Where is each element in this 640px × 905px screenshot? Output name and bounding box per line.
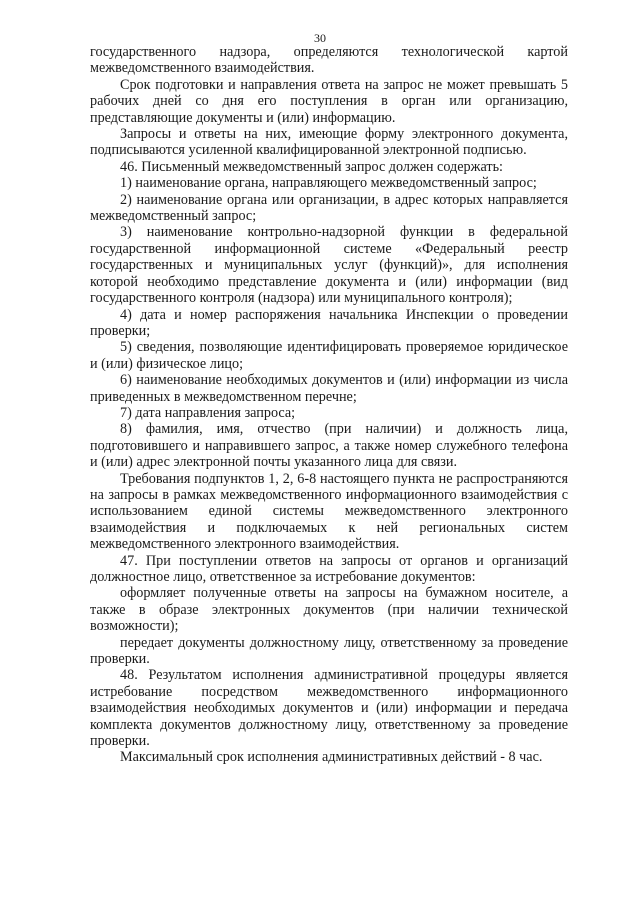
paragraph-item-47: 47. При поступлении ответов на запросы от органов и организаций должностное лицо, ответственное за истребование документов: <box>90 552 568 585</box>
paragraph-item-47-action-1: оформляет полученные ответы на запросы на бумажном носителе, а также в образе электронных документов (при наличии технической возможности); <box>90 585 568 635</box>
list-item-2: 2) наименование органа или организации, в адрес которых направляется межведомственный запрос; <box>90 191 568 225</box>
paragraph-requirements-exception: Требования подпунктов 1, 2, 6-8 настоящего пункта не распространяются на запросы в рамках межведомственного информационного взаимодействия с использованием единой системы межведомственного электронного взаимодействия и подключаемых к ней региональных систем межведомственного электронного взаимодействия. <box>90 470 568 553</box>
list-item-6: 6) наименование необходимых документов и (или) информации из числа приведенных в межведомственном перечне; <box>90 372 568 405</box>
list-item-3: 3) наименование контрольно-надзорной функции в федеральной государственной информационной системе «Федеральный реестр государственных и муниципальных услуг (функций)», для исполнения которой необходимо представление документа и (или) информации (вид государственного контроля (надзора) или муниципального контроля); <box>90 224 568 307</box>
list-item-7: 7) дата направления запроса; <box>120 404 296 421</box>
list-item-4: 4) дата и номер распоряжения начальника Инспекции о проведении проверки; <box>90 306 568 339</box>
paragraph-max-duration: Максимальный срок исполнения административных действий - 8 час. <box>120 749 543 766</box>
paragraph-response-deadline: Срок подготовки и направления ответа на запрос не может превышать 5 рабочих дней со дня его поступления в орган или организацию, представляющие документы и (или) информацию. <box>90 76 568 126</box>
page-number: 30 <box>314 31 326 45</box>
paragraph-item-48: 48. Результатом исполнения административной процедуры является истребование посредством межведомственного информационного взаимодействия необходимых документов и (или) информации и передача комплекта документов должностному лицу, ответственному за проведение проверки. <box>90 667 568 750</box>
paragraph-continuation: государственного надзора, определяются технологической картой межведомственного взаимодействия. <box>90 44 568 77</box>
list-item-5: 5) сведения, позволяющие идентифицировать проверяемое юридическое и (или) физическое лицо; <box>90 339 568 372</box>
list-item-1: 1) наименование органа, направляющего межведомственный запрос; <box>120 175 537 192</box>
paragraph-item-46: 46. Письменный межведомственный запрос должен содержать: <box>120 158 503 175</box>
list-item-8: 8) фамилия, имя, отчество (при наличии) и должность лица, подготовившего и направившего запрос, а также номер служебного телефона и (или) адрес электронной почты указанного лица для связи. <box>90 421 568 471</box>
paragraph-item-47-action-2: передает документы должностному лицу, ответственному за проведение проверки. <box>90 634 568 668</box>
paragraph-electronic-signature: Запросы и ответы на них, имеющие форму электронного документа, подписываются усиленной квалифицированной электронной подписью. <box>90 126 568 159</box>
document-body <box>90 44 568 766</box>
